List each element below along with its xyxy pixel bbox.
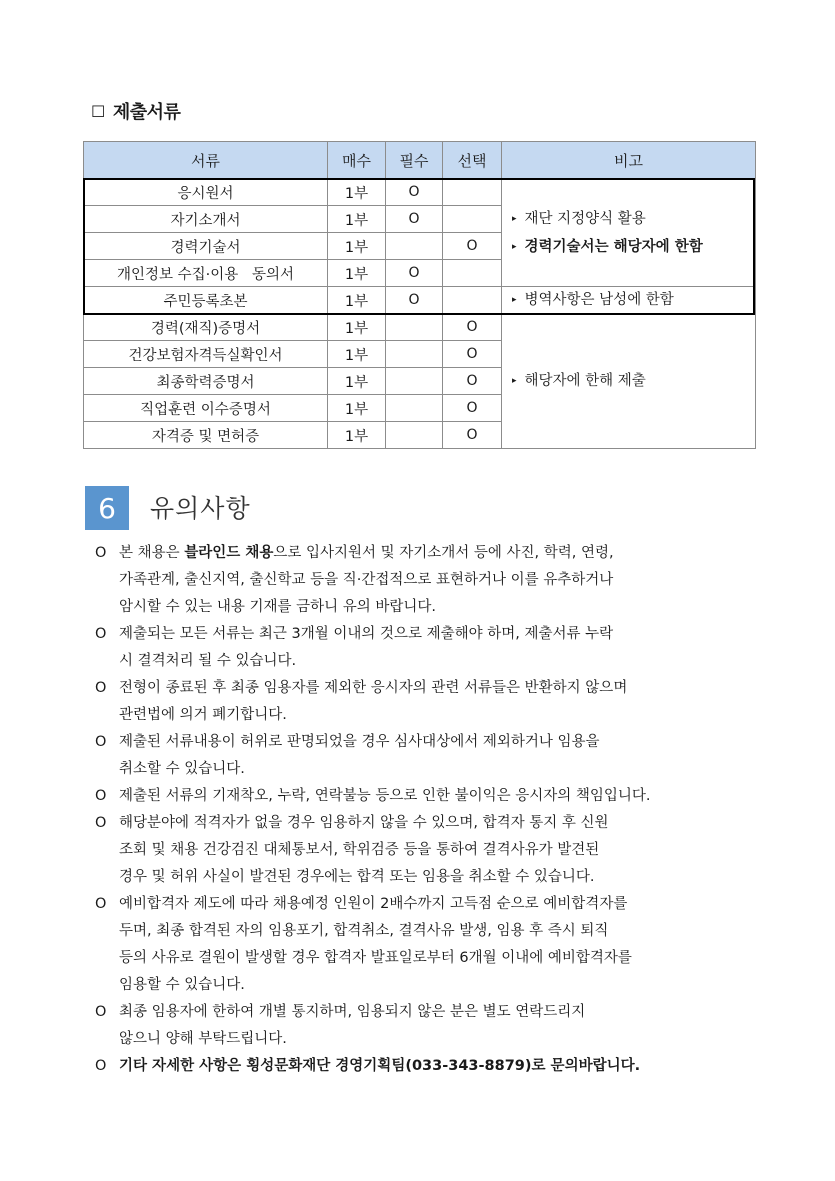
documents-table (83, 141, 756, 449)
doc-optional (443, 260, 502, 287)
doc-required: O (386, 206, 443, 233)
section-number-badge: 6 (85, 486, 129, 530)
header-document: 서류 (84, 142, 328, 179)
doc-count: 1부 (328, 233, 386, 260)
doc-required: O (386, 179, 443, 206)
note-text: 경력기술서는 해당자에 한함 (524, 238, 703, 255)
notice-text: 본 채용은 (119, 545, 185, 561)
doc-optional: O (443, 314, 502, 341)
doc-name: 개인정보 수집·이용 동의서 (84, 260, 328, 287)
notice-text: 경우 및 허위 사실이 발견된 경우에는 합격 또는 임용을 취소할 수 있습니다. (119, 869, 595, 885)
notice-bold-text: 블라인드 채용 (184, 545, 274, 561)
circle-bullet-icon: O (95, 788, 107, 804)
notice-text: 제출된 서류내용이 허위로 판명되었을 경우 심사대상에서 제외하거나 임용을 (119, 734, 600, 750)
note-line (512, 205, 755, 233)
section6-title: 유의사항 (150, 494, 251, 523)
circle-bullet-icon: O (95, 680, 107, 696)
header-count: 매수 (328, 142, 386, 179)
triangle-bullet-icon: ▸ (512, 241, 517, 252)
doc-count: 1부 (328, 422, 386, 449)
circle-bullet-icon: O (95, 545, 107, 561)
notice-text: 전형이 종료된 후 최종 임용자를 제외한 응시자의 관련 서류들은 반환하지 않으며 (119, 680, 628, 696)
list-item (95, 999, 585, 1053)
header-required: 필수 (386, 142, 443, 179)
triangle-bullet-icon: ▸ (512, 295, 517, 305)
doc-required: O (386, 260, 443, 287)
header-optional: 선택 (443, 142, 502, 179)
doc-optional: O (443, 233, 502, 260)
notice-text: 조회 및 채용 건강검진 대체통보서, 학위검증 등을 통하여 결격사유가 발견된 (119, 842, 600, 858)
notice-text: 암시할 수 있는 내용 기재를 금하니 유의 바랍니다. (119, 599, 437, 615)
circle-bullet-icon: O (95, 1058, 107, 1074)
doc-count: 1부 (328, 395, 386, 422)
note-text: 재단 지정양식 활용 (524, 210, 646, 227)
notice-text: 해당분야에 적격자가 없을 경우 임용하지 않을 수 있으며, 합격자 통지 후 신원 (119, 815, 609, 831)
notice-text: 않으니 양해 부탁드립니다. (119, 1031, 287, 1047)
note-text: 병역사항은 남성에 한함 (524, 292, 674, 308)
notice-bold-text: 기타 자세한 사항은 횡성문화재단 경영기획팀(033-343-8879)로 문의바랍니다. (119, 1058, 641, 1074)
note-line (512, 367, 755, 395)
doc-count: 1부 (328, 314, 386, 341)
notice-text: 제출되는 모든 서류는 최근 3개월 이내의 것으로 제출해야 하며, 제출서류 누락 (119, 626, 614, 642)
doc-optional (443, 206, 502, 233)
list-item (95, 675, 627, 729)
doc-name: 건강보험자격득실확인서 (84, 341, 328, 368)
doc-name: 응시원서 (84, 179, 328, 206)
notice-text: 제출된 서류의 기재착오, 누락, 연락불능 등으로 인한 불이익은 응시자의 책임입니다. (119, 788, 651, 804)
section-title-text: 제출서류 (112, 102, 181, 123)
header-note: 비고 (502, 142, 756, 179)
doc-count: 1부 (328, 206, 386, 233)
circle-bullet-icon: O (95, 1004, 107, 1020)
doc-name: 자격증 및 면허증 (84, 422, 328, 449)
checkbox-square-icon: ☐ (91, 101, 105, 121)
notice-text: 등의 사유로 결원이 발생할 경우 합격자 발표일로부터 6개월 이내에 예비합격자를 (119, 950, 632, 966)
notice-text: 임용할 수 있습니다. (119, 977, 245, 993)
circle-bullet-icon: O (95, 734, 107, 750)
list-item (95, 1053, 640, 1080)
table-row (84, 314, 756, 341)
doc-count: 1부 (328, 368, 386, 395)
notice-text: 가족관계, 출신지역, 출신학교 등을 직·간접적으로 표현하거나 이를 유추하거나 (119, 572, 614, 588)
circle-bullet-icon: O (95, 896, 107, 912)
doc-optional (443, 179, 502, 206)
doc-required (386, 314, 443, 341)
doc-required (386, 341, 443, 368)
list-item (95, 621, 613, 675)
list-item (95, 810, 609, 891)
doc-optional (443, 287, 502, 314)
doc-count: 1부 (328, 179, 386, 206)
doc-required (386, 233, 443, 260)
note-cell-group1 (502, 179, 756, 287)
doc-required (386, 368, 443, 395)
doc-count: 1부 (328, 260, 386, 287)
notice-text: 으로 입사지원서 및 자기소개서 등에 사진, 학력, 연령, (273, 545, 614, 561)
note-line (512, 288, 755, 312)
doc-optional: O (443, 368, 502, 395)
circle-bullet-icon: O (95, 626, 107, 642)
doc-required (386, 422, 443, 449)
doc-count: 1부 (328, 341, 386, 368)
notice-text: 관련법에 의거 폐기합니다. (119, 707, 287, 723)
note-text: 해당자에 한해 제출 (524, 373, 646, 389)
doc-required: O (386, 287, 443, 314)
doc-name: 자기소개서 (84, 206, 328, 233)
doc-optional: O (443, 395, 502, 422)
circle-bullet-icon: O (95, 815, 107, 831)
note-cell-group2 (502, 287, 756, 314)
doc-name: 경력기술서 (84, 233, 328, 260)
notice-text: 최종 임용자에 한하여 개별 통지하며, 임용되지 않은 분은 별도 연락드리지 (119, 1004, 586, 1020)
list-item (95, 729, 600, 783)
list-item (95, 540, 614, 621)
notice-text: 시 결격처리 될 수 있습니다. (119, 653, 297, 669)
doc-optional: O (443, 341, 502, 368)
table-row (84, 287, 756, 314)
note-cell-group3 (502, 314, 756, 449)
note-line (512, 233, 755, 261)
notice-text: 취소할 수 있습니다. (119, 761, 245, 777)
triangle-bullet-icon: ▸ (512, 376, 517, 386)
list-item (95, 891, 632, 999)
doc-required (386, 395, 443, 422)
notice-text: 예비합격자 제도에 따라 채용예정 인원이 2배수까지 고득점 순으로 예비합격자를 (119, 896, 628, 912)
doc-count: 1부 (328, 287, 386, 314)
triangle-bullet-icon: ▸ (512, 213, 517, 224)
doc-name: 최종학력증명서 (84, 368, 328, 395)
notice-text: 두며, 최종 합격된 자의 임용포기, 합격취소, 결격사유 발생, 임용 후 즉시 퇴직 (119, 923, 609, 939)
doc-optional: O (443, 422, 502, 449)
table-row (84, 179, 756, 206)
doc-name: 주민등록초본 (84, 287, 328, 314)
table-header-row (84, 142, 756, 179)
section-title (91, 98, 180, 124)
doc-name: 직업훈련 이수증명서 (84, 395, 328, 422)
list-item (95, 783, 651, 810)
doc-name: 경력(재직)증명서 (84, 314, 328, 341)
